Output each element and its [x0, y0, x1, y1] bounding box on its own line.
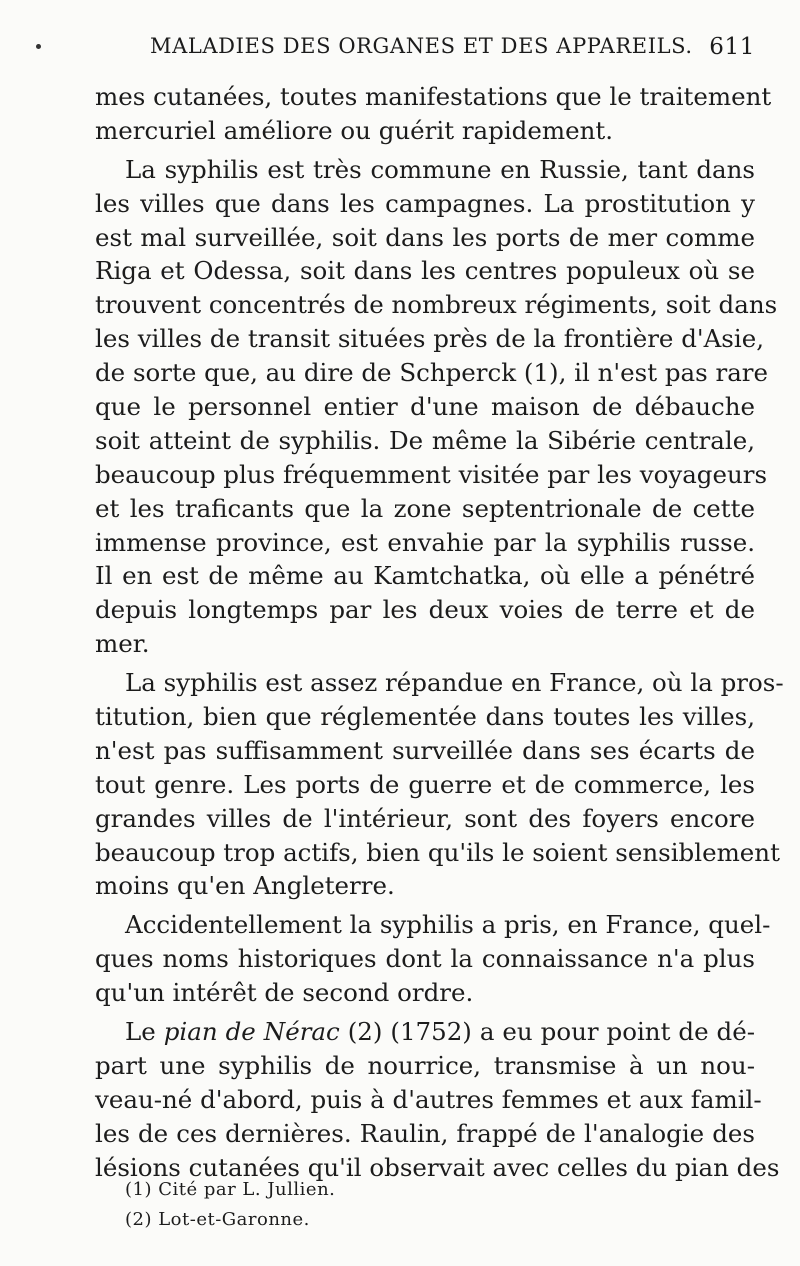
text-line: mer.	[95, 629, 150, 659]
text-line: beaucoup trop actifs, bien qu'ils le soient sensiblement	[95, 837, 780, 867]
place-name-italic: pian de Nérac	[163, 1017, 340, 1047]
text-line: est mal surveillée, soit dans les ports de mer comme	[95, 222, 755, 252]
paragraph	[95, 908, 771, 1010]
text-line: Accidentellement la syphilis a pris, en France, quel-	[125, 910, 771, 940]
text-line: Riga et Odessa, soit dans les centres populeux où se	[95, 256, 755, 286]
text-line: trouvent concentrés de nombreux régiments, soit dans	[95, 290, 778, 320]
text-line: qu'un intérêt de second ordre.	[95, 978, 474, 1008]
text-line: part une syphilis de nourrice, transmise à un nou-	[95, 1050, 755, 1080]
paragraph	[95, 1015, 780, 1184]
text-line	[95, 1015, 755, 1049]
text-line: que le personnel entier d'une maison de débauche	[95, 392, 755, 422]
text-line: La syphilis est assez répandue en France, où la pros-	[125, 668, 784, 698]
text-line: tout genre. Les ports de guerre et de commerce, les	[95, 769, 755, 799]
footnote: (1) Cité par L. Jullien.	[125, 1179, 336, 1200]
paragraph	[95, 80, 772, 148]
text-line: veau-né d'abord, puis à d'autres femmes et aux famil-	[95, 1084, 762, 1114]
text-line: Il en est de même au Kamtchatka, où elle a pénétré	[95, 561, 755, 591]
ink-speck	[36, 44, 41, 49]
text-line: immense province, est envahie par la syphilis russe.	[95, 527, 755, 557]
body-text	[95, 80, 784, 1185]
text-line: lésions cutanées qu'il observait avec celles du pian des	[95, 1152, 780, 1182]
text-line: titution, bien que réglementée dans toutes les villes,	[95, 702, 755, 732]
text-line: La syphilis est très commune en Russie, tant dans	[125, 154, 755, 184]
paragraph	[95, 666, 784, 903]
text-line: beaucoup plus fréquemment visitée par les voyageurs	[95, 459, 768, 489]
footnotes	[125, 1175, 725, 1235]
text-line: mercuriel améliore ou guérit rapidement.	[95, 115, 613, 145]
paragraph	[95, 153, 778, 661]
running-title: MALADIES DES ORGANES ET DES APPAREILS.	[150, 34, 693, 58]
text-line: les de ces dernières. Raulin, frappé de l'analogie des	[95, 1118, 755, 1148]
text-line: depuis longtemps par les deux voies de terre et de	[95, 595, 755, 625]
text-line: de sorte que, au dire de Schperck (1), il n'est pas rare	[95, 358, 769, 388]
text-line: grandes villes de l'intérieur, sont des foyers encore	[95, 803, 755, 833]
text-fragment: (2) (1752) a eu pour point de dé-	[339, 1017, 756, 1047]
text-line: et les traficants que la zone septentrionale de cette	[95, 493, 755, 523]
text-line: moins qu'en Angleterre.	[95, 871, 395, 901]
text-line: mes cutanées, toutes manifestations que le traitement	[95, 82, 772, 111]
page-number: 611	[709, 34, 755, 60]
footnote: (2) Lot-et-Garonne.	[125, 1209, 310, 1230]
text-line: ques noms historiques dont la connaissance n'a plus	[95, 944, 755, 974]
text-line: soit atteint de syphilis. De même la Sibérie centrale,	[95, 425, 755, 455]
text-fragment: Le	[125, 1017, 164, 1047]
text-line: n'est pas suffisamment surveillée dans ses écarts de	[95, 735, 755, 765]
page-header	[150, 34, 755, 70]
text-line: les villes de transit situées près de la frontière d'Asie,	[95, 324, 765, 354]
text-line: les villes que dans les campagnes. La prostitution y	[95, 188, 755, 218]
